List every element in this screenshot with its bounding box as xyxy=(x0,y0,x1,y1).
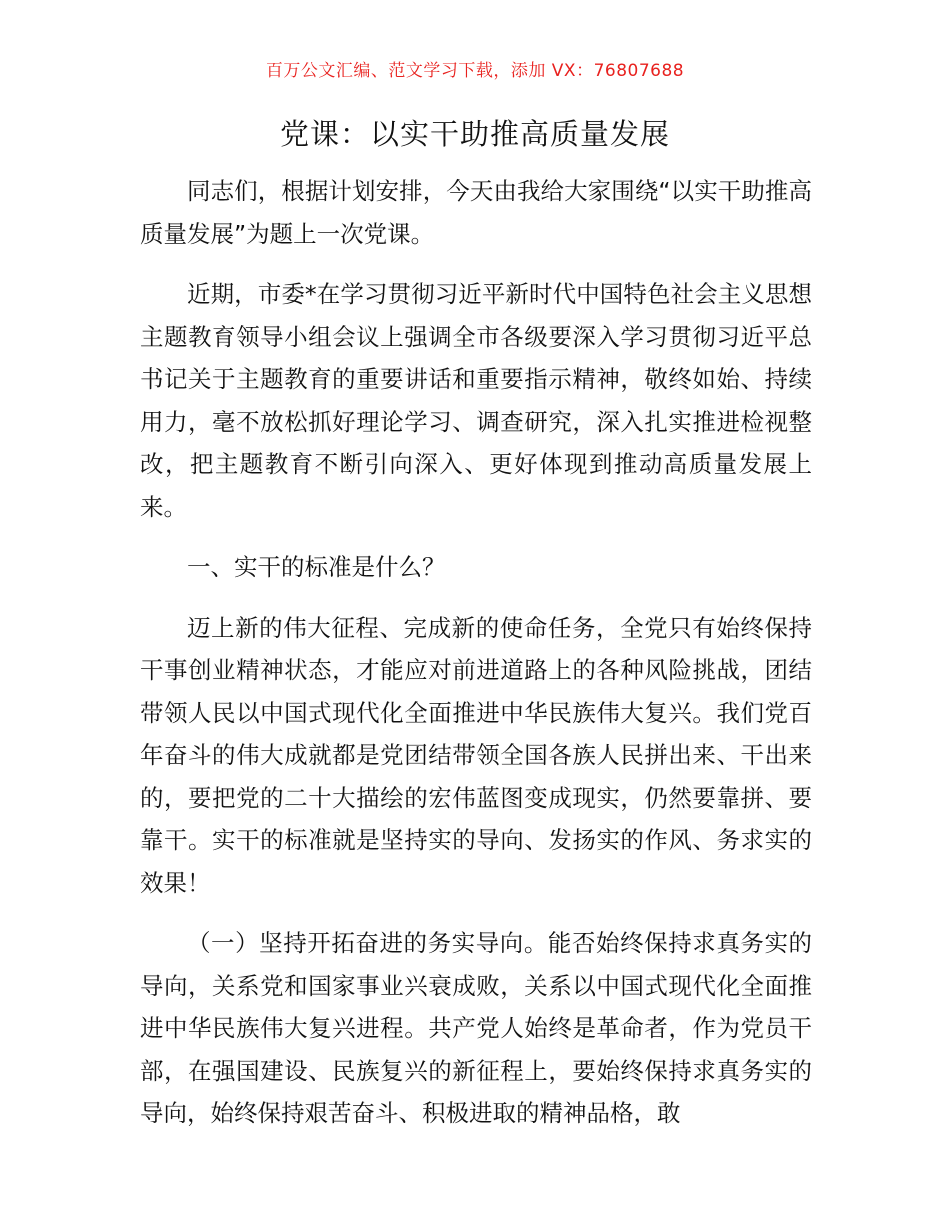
paragraph-opening: 同志们，根据计划安排，今天由我给大家围绕“以实干助推高质量发展”为题上一次党课。 xyxy=(140,177,812,248)
header-watermark-note: 百万公文汇编、范文学习下载，添加 VX：76807688 xyxy=(265,61,685,81)
paragraph-background: 近期，市委*在学习贯彻习近平新时代中国特色社会主义思想主题教育领导小组会议上强调全市各级要深入学习贯彻习近平总书记关于主题教育的重要讲话和重要指示精神，敬终如始、持续用力，毫不放松抓好理论学习、调查研究，深入扎实推进检视整改，把主题教育不断引向深入、更好体现到推动高质量发展上来。 xyxy=(140,280,812,521)
document-title: 党课：以实干助推高质量发展 xyxy=(279,117,670,151)
paragraph-subsection-1: （一）坚持开拓奋进的务实导向。能否始终保持求真务实的导向，关系党和国家事业兴衰成败，关系以中国式现代化全面推进中华民族伟大复兴进程。共产党人始终是革命者，作为党员干部，在强国建设、民族复兴的新征程上，要始终保持求真务实的导向，始终保持艰苦奋斗、积极进取的精神品格，敢 xyxy=(140,929,812,1127)
document-body xyxy=(140,170,812,1153)
paragraph-section-1: 迈上新的伟大征程、完成新的使命任务，全党只有始终保持干事创业精神状态，才能应对前进道路上的各种风险挑战，团结带领人民以中国式现代化全面推进中华民族伟大复兴。我们党百年奋斗的伟大成就都是党团结带领全国各族人民拼出来、干出来的，要把党的二十大描绘的宏伟蓝图变成现实，仍然要靠拼、要靠干。实干的标准就是坚持实的导向、发扬实的作风、务求实的效果！ xyxy=(140,613,812,897)
section-heading-1: 一、实干的标准是什么？ xyxy=(187,553,446,581)
